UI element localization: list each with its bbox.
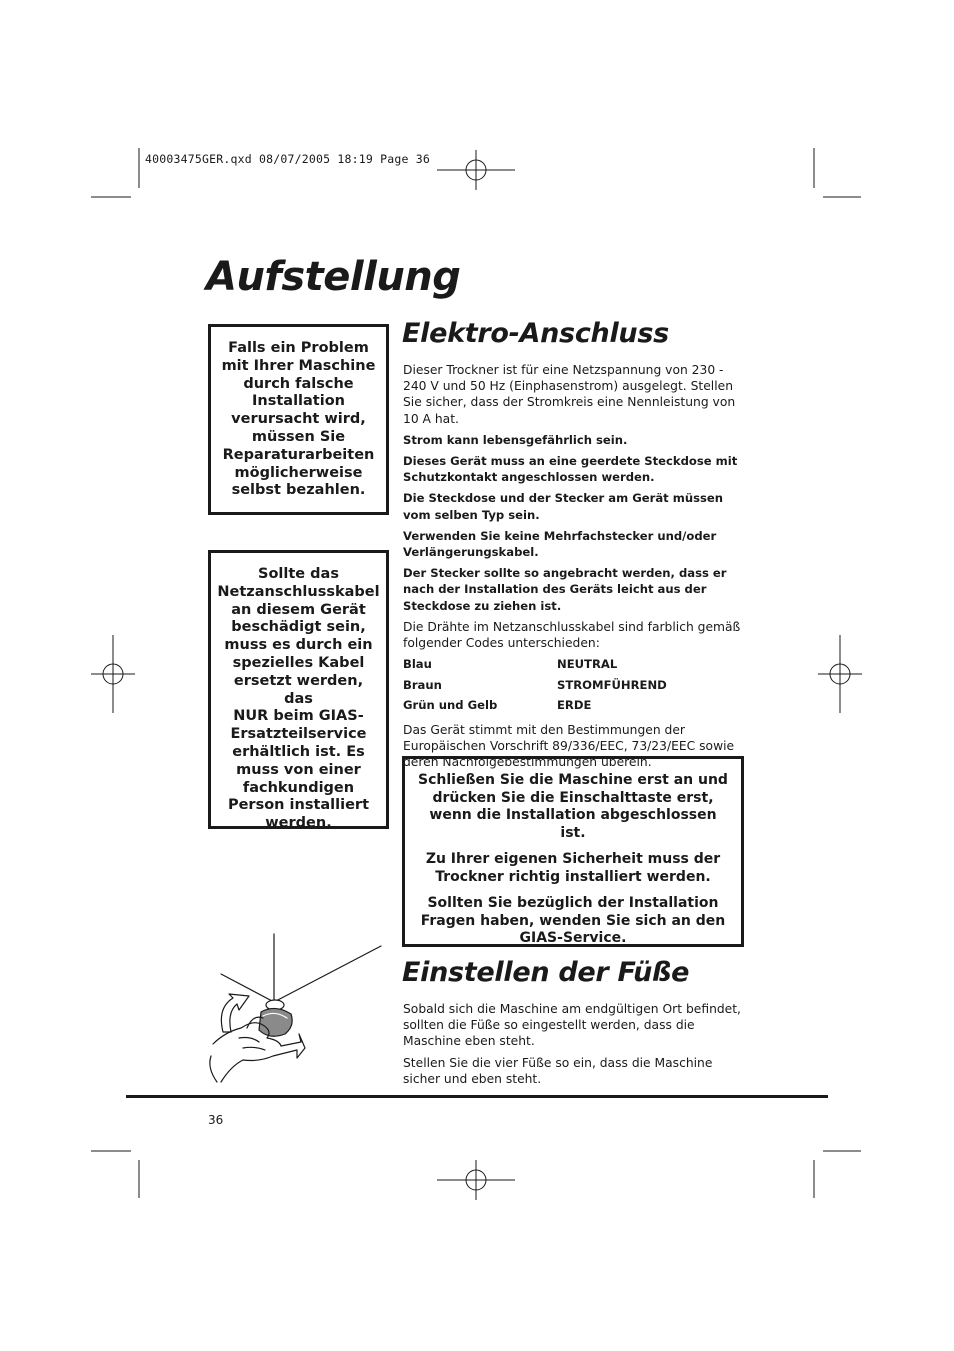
elektro-body <box>403 362 745 775</box>
notice-paragraph: Zu Ihrer eigenen Sicherheit muss der Trockner richtig installiert werden. <box>425 851 721 885</box>
wire-color-row <box>403 677 745 698</box>
box2-line: spezielles Kabel <box>232 654 365 671</box>
wire-meaning: NEUTRAL <box>557 657 618 672</box>
wire-color-row <box>403 697 745 718</box>
box2-line: muss von einer <box>236 761 361 778</box>
wires-intro: Die Drähte im Netzanschlusskabel sind farblich gemäß folgender Codes unterschieden: <box>403 619 741 651</box>
fuesse-body <box>403 1001 745 1092</box>
wire-color: Braun <box>403 677 442 692</box>
installation-notice-box <box>402 756 744 947</box>
box2-line: ersetzt werden, das <box>233 672 364 707</box>
box2-line: beschädigt sein, <box>231 619 366 636</box>
section-heading-fuesse: Einstellen der Füße <box>402 957 690 988</box>
elektro-warning: Dieses Gerät muss an eine geerdete Steckdose mit Schutzkontakt angeschlossen werden. <box>403 454 738 485</box>
registration-mark-icon <box>818 635 862 713</box>
box1-line: Installation <box>252 393 345 410</box>
file-slug: 40003475GER.qxd 08/07/2005 18:19 Page 36 <box>145 152 430 166</box>
wire-meaning: STROMFÜHREND <box>557 677 667 692</box>
page-number: 36 <box>208 1113 224 1127</box>
box1-line: Reparaturarbeiten <box>222 446 375 463</box>
elektro-warning: Verwenden Sie keine Mehrfachstecker und/oder Verlängerungskabel. <box>403 528 717 560</box>
wire-meaning: ERDE <box>557 698 592 713</box>
wire-color: Blau <box>403 657 432 672</box>
compliance-text: Das Gerät stimmt mit den Bestimmungen der Europäischen Vorschrift 89/336/EEC, 73/23/EEC sowie deren Nachfolgebestimmungen überein. <box>403 722 735 770</box>
box2-line: fachkundigen <box>242 779 355 796</box>
elektro-warning: Der Stecker sollte so angebracht werden, dass er nach der Installation des Geräts leicht aus der Steckdose zu ziehen ist. <box>403 566 727 613</box>
box1-line: durch falsche <box>243 375 354 392</box>
wire-color-table <box>403 656 745 718</box>
elektro-warning: Strom kann lebensgefährlich sein. <box>403 432 628 447</box>
box2-line: werden. <box>265 815 332 832</box>
hand-adjusting-foot-illustration <box>203 932 388 1087</box>
elektro-warning: Die Steckdose und der Stecker am Gerät müssen vom selben Typ sein. <box>403 491 723 522</box>
box1-line: mit Ihrer Maschine <box>221 357 376 374</box>
warning-box-power-cable <box>208 550 389 832</box>
box1-line: müssen Sie <box>251 428 346 445</box>
registration-mark-icon <box>437 150 515 190</box>
fuesse-paragraph: Stellen Sie die vier Füße so ein, dass die Maschine sicher und eben steht. <box>403 1055 713 1086</box>
wire-color-row <box>403 656 745 677</box>
box2-line: muss es durch ein <box>224 637 373 654</box>
wire-color: Grün und Gelb <box>403 698 498 713</box>
section-heading-elektro: Elektro-Anschluss <box>402 318 669 349</box>
box1-line: verursacht wird, <box>231 411 366 428</box>
elektro-intro: Dieser Trockner ist für eine Netzspannung von 230 - 240 V und 50 Hz (Einphasenstrom) ausgelegt. Stellen Sie sicher, dass der Stromkreis eine Nennleistung von 10 A hat. <box>403 363 736 426</box>
box1-line: Falls ein Problem <box>228 340 369 356</box>
box2-line: an diesem Gerät <box>231 601 366 618</box>
notice-paragraph: Schließen Sie die Maschine erst an und drücken Sie die Einschalttaste erst, wenn die Installation abgeschlossen ist. <box>418 772 728 841</box>
box2-line: NUR beim GIAS- <box>233 708 364 725</box>
box2-line: Ersatzteilservice <box>230 726 367 743</box>
registration-mark-icon <box>91 635 135 713</box>
box2-line: Netzanschlusskabel <box>217 583 380 600</box>
registration-mark-icon <box>437 1160 515 1200</box>
box2-line: erhältlich ist. Es <box>232 743 365 760</box>
box1-line: selbst bezahlen. <box>231 482 366 499</box>
fuesse-paragraph: Sobald sich die Maschine am endgültigen Ort befindet, sollten die Füße so eingestellt werden, dass die Maschine eben steht. <box>403 1002 741 1049</box>
warning-box-repair-cost <box>208 324 389 515</box>
box2-line: Sollte das <box>258 566 339 582</box>
footer-rule <box>126 1095 828 1098</box>
box1-line: möglicherweise <box>234 464 363 481</box>
page-title: Aufstellung <box>206 254 461 300</box>
box2-line: Person installiert <box>227 797 370 814</box>
notice-paragraph: Sollten Sie bezüglich der Installation Fragen haben, wenden Sie sich an den GIAS-Service. <box>420 895 726 946</box>
